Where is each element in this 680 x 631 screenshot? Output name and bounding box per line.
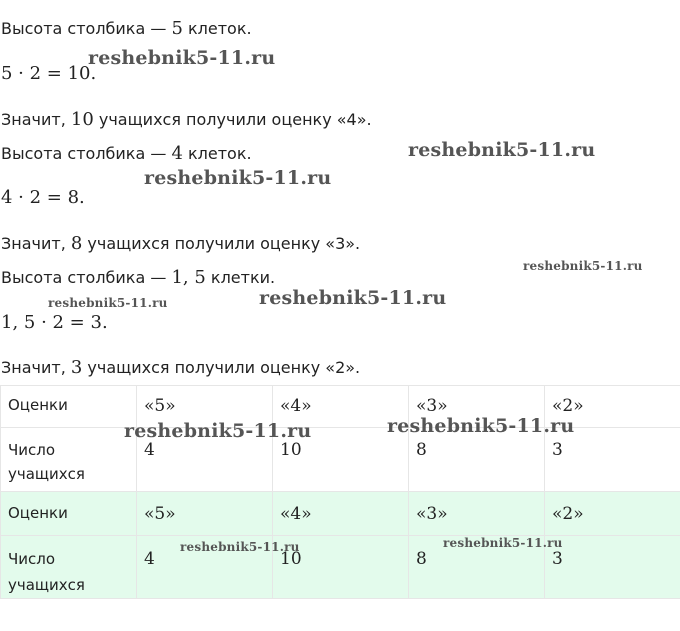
- text-line-1: [1, 19, 252, 39]
- watermark: reshebnik5-11.ru: [180, 540, 300, 554]
- watermark: reshebnik5-11.ru: [48, 296, 168, 310]
- table-cell: 4: [137, 428, 273, 492]
- table-cell: «3»: [409, 492, 545, 536]
- math-expression: 4 · 2 = 8.: [1, 187, 85, 208]
- table-header-cell: Оценки: [1, 492, 137, 536]
- text-line-7: [1, 268, 275, 288]
- text-line-5: [1, 188, 85, 208]
- text-line-9: [1, 358, 360, 378]
- line-text: Высота столбика —: [1, 19, 172, 38]
- line-text: клетки.: [205, 268, 276, 287]
- table-header-cell: Оценки: [1, 386, 137, 428]
- table-cell: 8: [409, 536, 545, 599]
- line-text: Значит,: [1, 234, 71, 253]
- table-cell: 3: [545, 536, 680, 599]
- table-cell: «2»: [545, 492, 680, 536]
- table-cell: 10: [273, 428, 409, 492]
- table-header-cell: Число учащихся: [1, 536, 137, 599]
- table-cell: «4»: [273, 492, 409, 536]
- line-text: Значит,: [1, 358, 71, 377]
- table-cell: 3: [545, 428, 680, 492]
- math-value: 1, 5: [171, 267, 206, 288]
- table-header-cell: Число учащихся: [1, 428, 137, 492]
- watermark: reshebnik5-11.ru: [259, 287, 447, 309]
- line-text: учащихся получили оценку «3».: [82, 234, 361, 253]
- table-row: [1, 492, 680, 536]
- table-row: [1, 536, 680, 599]
- line-text: учащихся получили оценку «4».: [93, 110, 372, 129]
- table-cell: 10: [273, 536, 409, 599]
- table-row: [1, 428, 680, 492]
- table-cell: «3»: [409, 386, 545, 428]
- math-expression: 5 · 2 = 10.: [1, 63, 97, 84]
- table-cell: «5»: [137, 492, 273, 536]
- text-line-4: [1, 144, 252, 164]
- watermark: reshebnik5-11.ru: [88, 47, 276, 69]
- math-value: 3: [70, 357, 83, 378]
- line-text: Высота столбика —: [1, 268, 172, 287]
- text-line-3: [1, 110, 372, 130]
- watermark: reshebnik5-11.ru: [443, 536, 563, 550]
- line-text: Значит,: [1, 110, 71, 129]
- math-expression: 1, 5 · 2 = 3.: [1, 312, 108, 333]
- math-value: 10: [70, 109, 94, 130]
- line-text: Высота столбика —: [1, 144, 172, 163]
- line-text: учащихся получили оценку «2».: [82, 358, 361, 377]
- watermark: reshebnik5-11.ru: [144, 167, 332, 189]
- line-text: клеток.: [182, 19, 252, 38]
- table-cell: «4»: [273, 386, 409, 428]
- grades-table: [0, 385, 680, 599]
- table-cell: 8: [409, 428, 545, 492]
- text-line-6: [1, 234, 360, 254]
- math-value: 5: [171, 18, 183, 39]
- table-cell: 4: [137, 536, 273, 599]
- table-cell: «5»: [137, 386, 273, 428]
- watermark: reshebnik5-11.ru: [523, 259, 643, 273]
- watermark: reshebnik5-11.ru: [408, 139, 596, 161]
- watermark: reshebnik5-11.ru: [124, 420, 312, 442]
- watermark: reshebnik5-11.ru: [387, 415, 575, 437]
- text-line-8: [1, 313, 108, 333]
- text-line-2: [1, 64, 96, 84]
- line-text: клеток.: [182, 144, 252, 163]
- math-value: 4: [171, 143, 183, 164]
- math-value: 8: [70, 233, 83, 254]
- table-row: [1, 386, 680, 428]
- table-cell: «2»: [545, 386, 680, 428]
